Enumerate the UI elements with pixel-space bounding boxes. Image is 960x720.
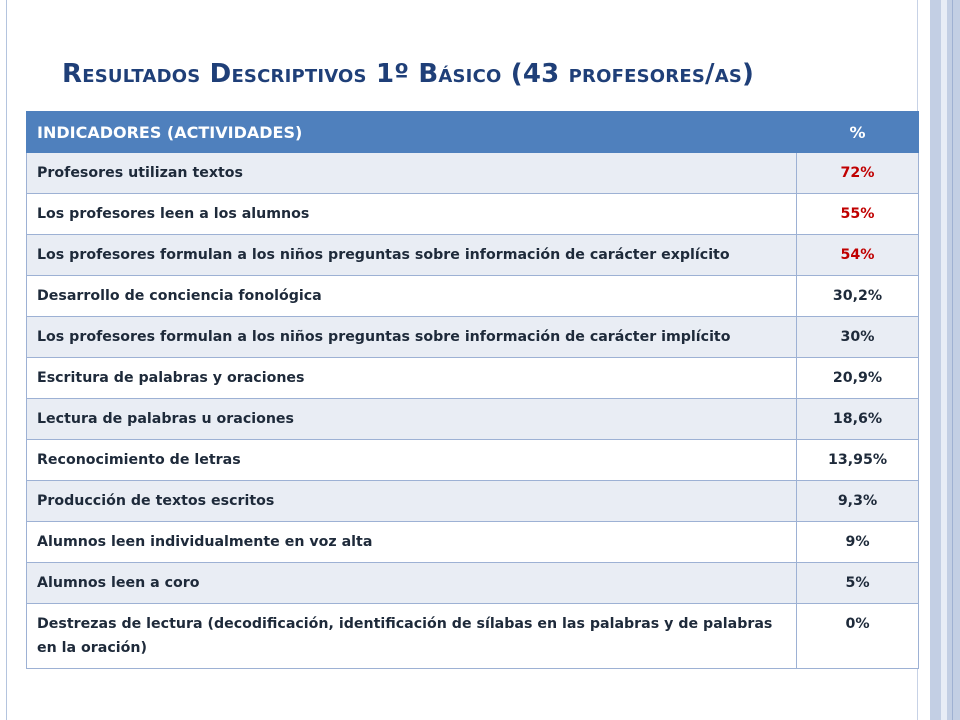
table-row xyxy=(27,194,919,235)
percent-cell: 9,3% xyxy=(797,481,919,522)
indicator-cell: Los profesores formulan a los niños preguntas sobre información de carácter implícito xyxy=(27,317,797,358)
percent-cell: 55% xyxy=(797,194,919,235)
slide-left-border xyxy=(6,0,7,720)
table-row xyxy=(27,481,919,522)
decorative-side-stripe xyxy=(941,0,947,720)
indicator-cell: Los profesores formulan a los niños preguntas sobre información de carácter explícito xyxy=(27,235,797,276)
indicator-cell: Desarrollo de conciencia fonológica xyxy=(27,276,797,317)
header-percent: % xyxy=(797,112,919,153)
indicator-cell: Profesores utilizan textos xyxy=(27,153,797,194)
header-indicators: INDICADORES (ACTIVIDADES) xyxy=(27,112,797,153)
percent-cell: 9% xyxy=(797,522,919,563)
slide-title: Resultados Descriptivos 1º Básico (43 profesores/as) xyxy=(62,59,755,89)
indicator-cell: Producción de textos escritos xyxy=(27,481,797,522)
indicator-cell: Reconocimiento de letras xyxy=(27,440,797,481)
percent-cell: 30% xyxy=(797,317,919,358)
results-table xyxy=(26,111,919,669)
percent-cell: 0% xyxy=(797,604,919,669)
percent-cell: 18,6% xyxy=(797,399,919,440)
table-row xyxy=(27,522,919,563)
table-row xyxy=(27,153,919,194)
indicator-cell: Alumnos leen a coro xyxy=(27,563,797,604)
table-row xyxy=(27,276,919,317)
percent-cell: 54% xyxy=(797,235,919,276)
table-row xyxy=(27,358,919,399)
indicator-cell: Escritura de palabras y oraciones xyxy=(27,358,797,399)
table-row xyxy=(27,604,919,669)
indicator-cell: Lectura de palabras u oraciones xyxy=(27,399,797,440)
table-row xyxy=(27,235,919,276)
percent-cell: 72% xyxy=(797,153,919,194)
table-header-row xyxy=(27,112,919,153)
table-row xyxy=(27,399,919,440)
table-row xyxy=(27,563,919,604)
decorative-side-line xyxy=(952,0,953,720)
table-row xyxy=(27,440,919,481)
percent-cell: 30,2% xyxy=(797,276,919,317)
percent-cell: 20,9% xyxy=(797,358,919,399)
percent-cell: 13,95% xyxy=(797,440,919,481)
table-row xyxy=(27,317,919,358)
indicator-cell: Los profesores leen a los alumnos xyxy=(27,194,797,235)
percent-cell: 5% xyxy=(797,563,919,604)
indicator-cell: Destrezas de lectura (decodificación, identificación de sílabas en las palabras y de palabras en la oración) xyxy=(27,604,797,669)
indicator-cell: Alumnos leen individualmente en voz alta xyxy=(27,522,797,563)
